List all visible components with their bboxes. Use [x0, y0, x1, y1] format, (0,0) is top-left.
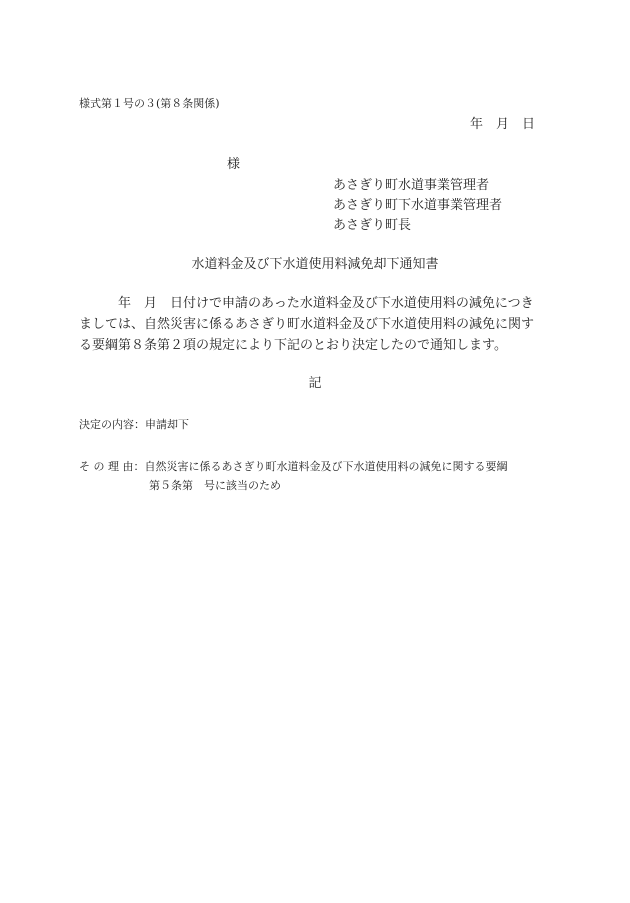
issuer-mayor: あさぎり町長 — [333, 218, 412, 233]
issuer-sewer-manager: あさぎり町下水道事業管理者 — [333, 198, 503, 213]
reason-value-line-1: 自然災害に係るあさぎり町水道料金及び下水道使用料の減免に関する要綱 — [144, 460, 508, 473]
recipient-honorific: 様 — [227, 157, 241, 172]
date-line: 年 月 日 — [470, 117, 536, 132]
reason-row — [79, 460, 508, 474]
reason-value-line-2: 第５条第 号に該当のため — [149, 479, 281, 492]
issuer-block — [333, 176, 563, 236]
form-number: 様式第１号の３(第８条関係) — [79, 97, 220, 110]
body-line-1: 年 月 日付けで申請のあった水道料金及び下水道使用料の減免につき — [79, 296, 534, 311]
decision-value: 申請却下 — [145, 418, 189, 431]
document-title: 水道料金及び下水道使用料減免却下通知書 — [191, 257, 439, 272]
body-line-2: ましては、自然災害に係るあさぎり町水道料金及び下水道使用料の減免に関す — [79, 317, 535, 332]
body-line-3: る要綱第８条第２項の規定により下記のとおり決定したので通知します。 — [79, 338, 507, 353]
ki-heading: 記 — [308, 376, 322, 391]
reason-label: そ の 理 由： — [79, 460, 145, 473]
body-paragraph — [79, 293, 554, 356]
decision-row — [79, 418, 189, 432]
issuer-water-manager: あさぎり町水道事業管理者 — [333, 178, 490, 193]
decision-label: 決定の内容： — [79, 418, 145, 431]
